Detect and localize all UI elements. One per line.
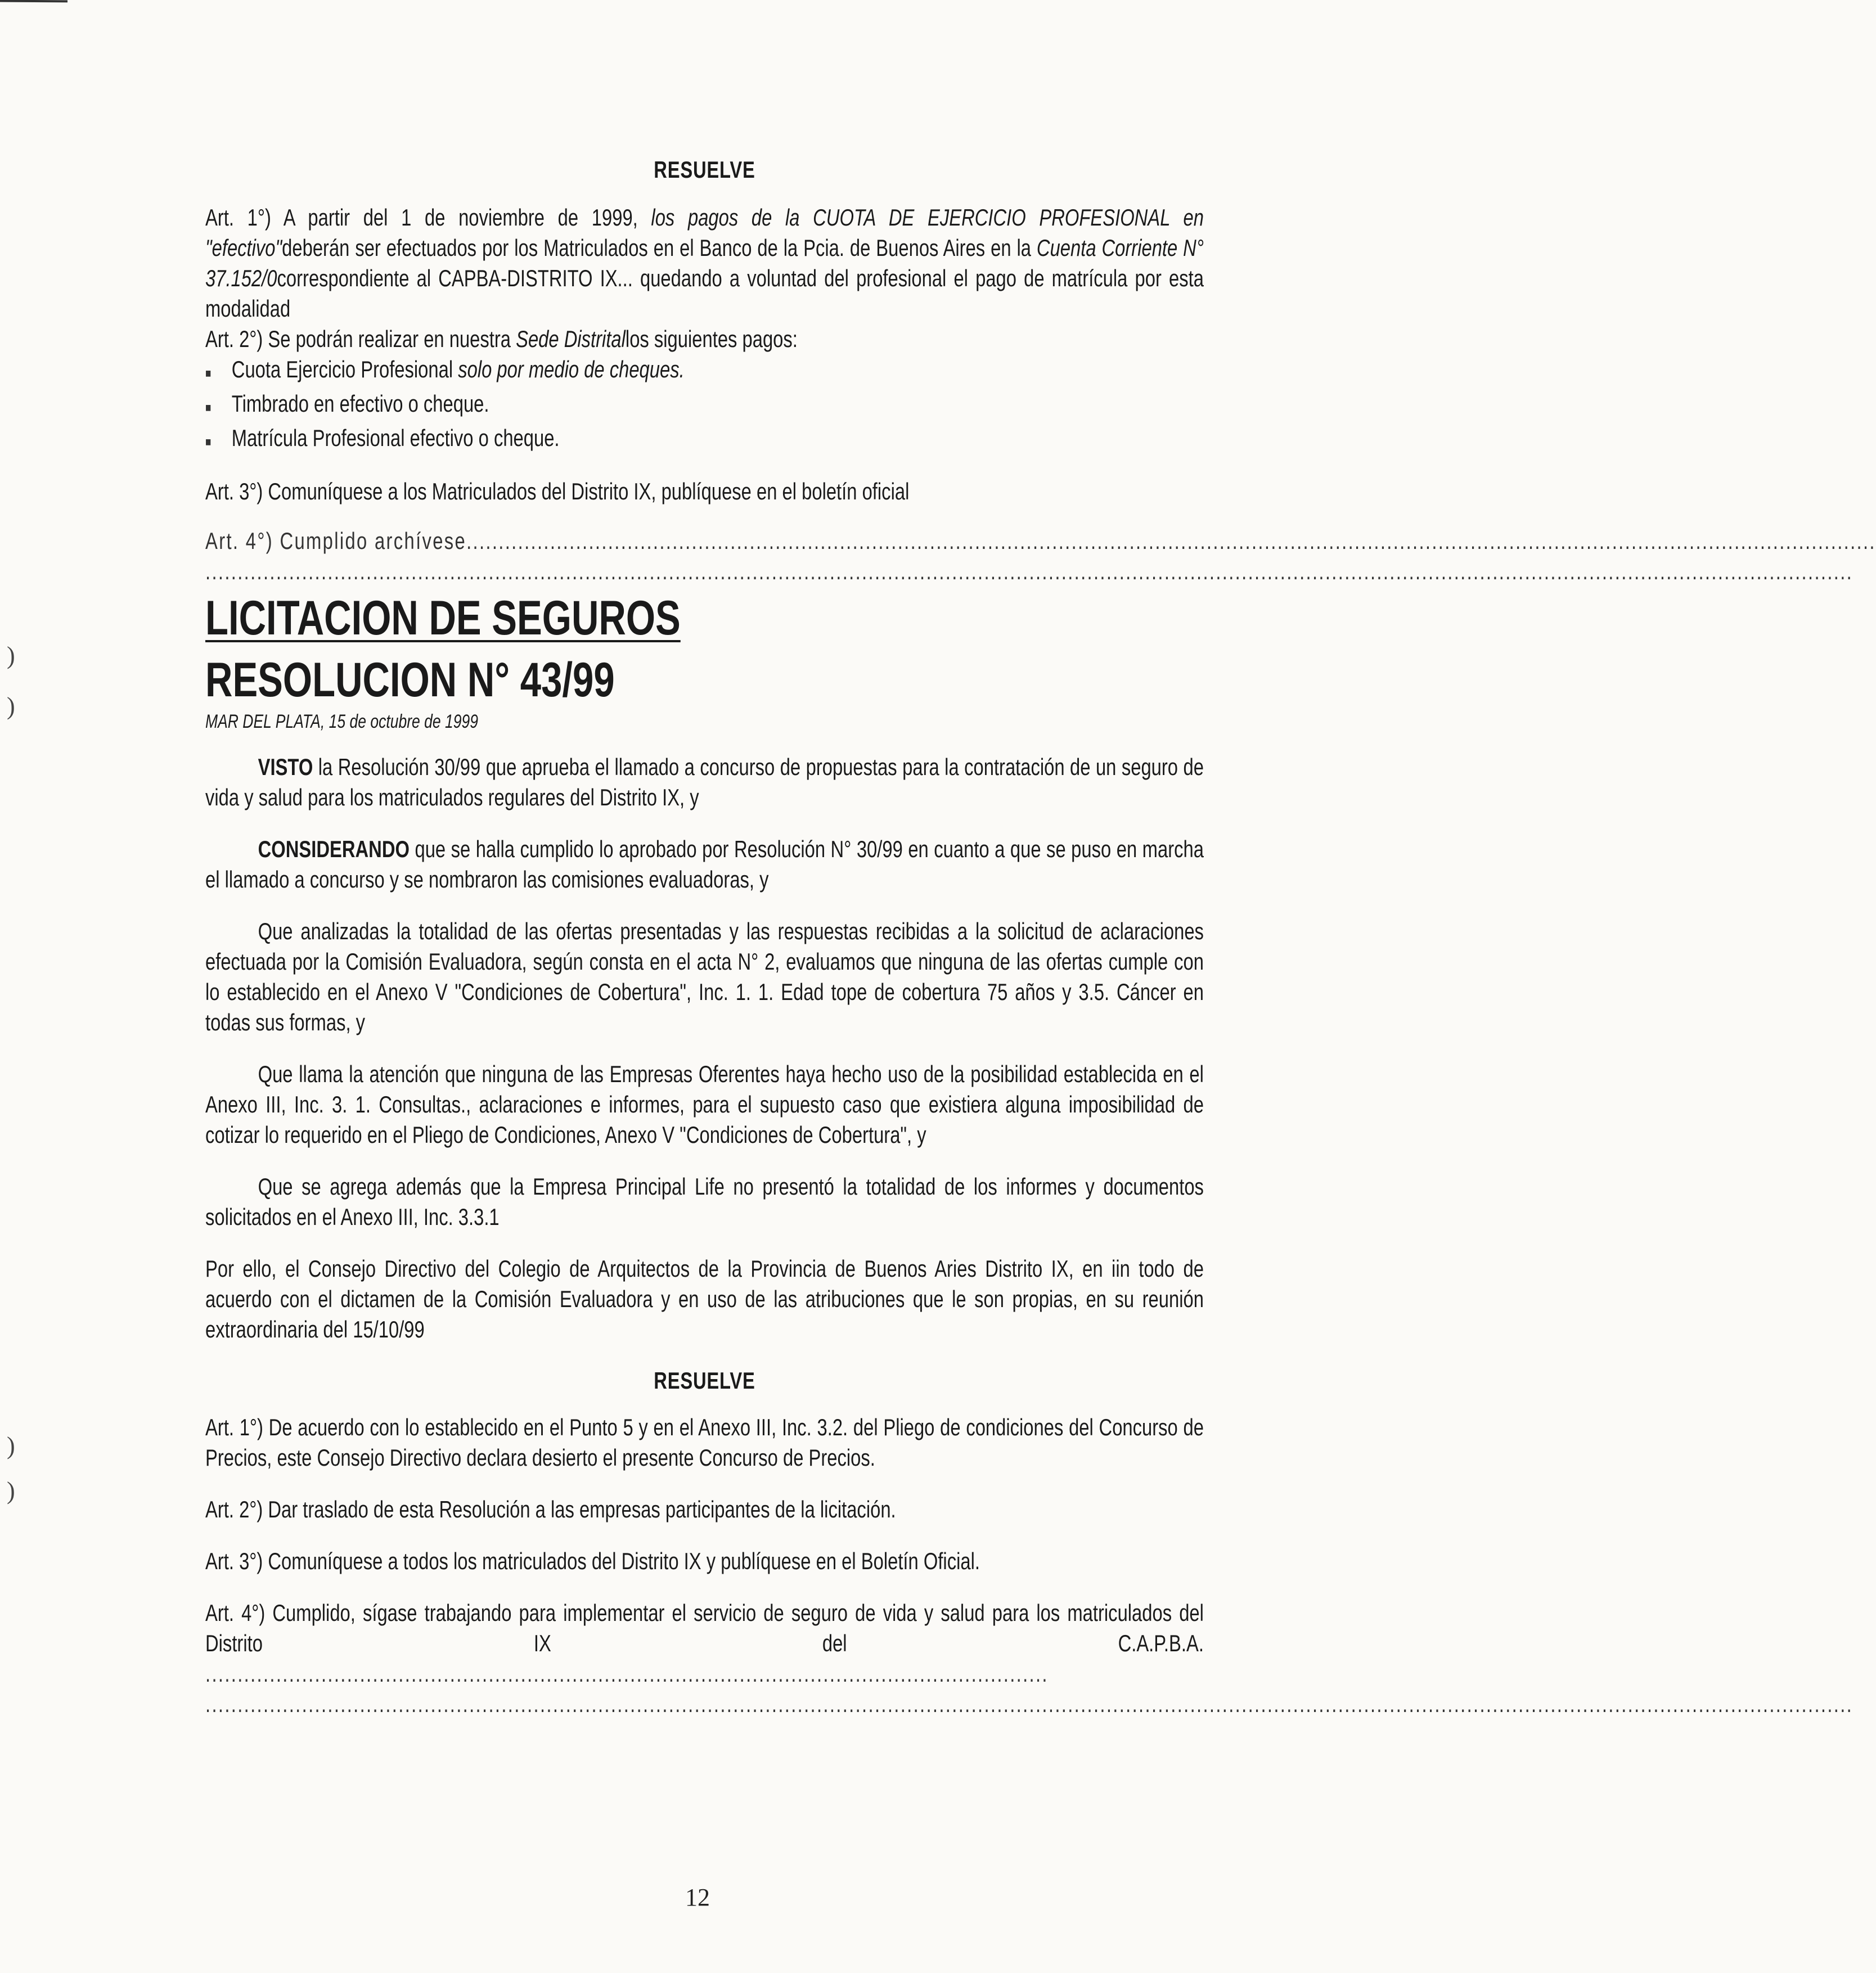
document-body [205,141,1876,1719]
payment-list-item [205,389,1204,423]
art1-emphasis: los pagos de la CUOTA DE EJERCICIO PROFESIONAL en "efectivo" [205,204,1204,261]
art1-paragraph: Art. 1°) De acuerdo con lo establecido en el Punto 5 y en el Anexo III, Inc. 3.2. del Pliego de condiciones del Concurso de Precios, este Consejo Directivo declara desierto el presente Concurso de Precios. [205,1414,1204,1471]
page-number: 12 [685,1884,710,1911]
art1-text: correspondiente al CAPBA-DISTRITO IX... quedando a voluntad del profesional el pago de matrícula por esta modalidad [205,265,1204,322]
considerando-paragraph [205,834,1204,895]
margin-mark: ) [7,1432,15,1460]
art4-text: Art. 4°) Cumplido archívese. [205,528,473,554]
account-number: Cuenta Corriente N° 37.152/0 [205,235,1204,291]
payment-item-text: Timbrado en efectivo o cheque. [231,390,489,417]
que-paragraph: Que se agrega además que la Empresa Principal Life no presentó la totalidad de los informes y documentos solicitados en el Anexo III, Inc. 3.3.1 [205,1173,1204,1230]
art3-paragraph: Art. 3°) Comuníquese a los Matriculados del Distrito IX, publíquese en el boletín oficial [205,478,910,504]
payment-list-item [205,423,1204,457]
art2-paragraph [205,324,1204,354]
visto-text: la Resolución 30/99 que aprueba el llamado a concurso de propuestas para la contratación de un seguro de vida y salud para los matriculados regulares del Distrito IX, y [205,754,1204,810]
art3-paragraph: Art. 3°) Comuníquese a todos los matriculados del Distrito IX y publíquese en el Boletín Oficial. [205,1548,980,1574]
margin-mark: ) [7,692,15,720]
art4-paragraph [205,526,1876,556]
margin-mark: ) [7,642,15,669]
que-paragraph: Que analizadas la totalidad de las ofertas presentadas y las respuestas recibidas a la solicitud de aclaraciones efectuada por la Comisión Evaluadora, según consta en el acta N° 2, evaluamos que ninguna de las ofertas cumple con lo establecido en el Anexo V "Condiciones de Cobertura", Inc. 1. 1. Edad tope de cobertura 75 años y 3.5. Cáncer en todas sus formas, y [205,918,1204,1035]
art2-text: Art. 2°) Se podrán realizar en nuestra [205,326,516,352]
section-title: LICITACION DE SEGUROS [205,591,681,645]
square-bullet-icon: ■ [205,400,212,415]
art1-paragraph [205,202,1204,324]
art1-text: deberán ser efectuados por los Matriculados en el Banco de la Pcia. de Buenos Aires en la [282,235,1037,261]
visto-label: VISTO [258,754,313,780]
scan-edge-mark [0,0,68,2]
art1-text: Art. 1°) A partir del 1 de noviembre de 1999, [205,204,651,231]
dotted-leader: .......................................................................................................................................................................................................................... [473,528,1876,554]
art4-text: Art. 4°) Cumplido, sígase trabajando para implementar el servicio de seguro de vida y salud para los matriculados del Distrito IX del C.A.P.B.A. [205,1600,1204,1656]
art2-text: los siguientes pagos: [625,326,798,352]
por-ello-paragraph: Por ello, el Consejo Directivo del Colegio de Arquitectos de la Provincia de Buenos Aries Distrito IX, en iin todo de acuerdo con el dictamen de la Comisión Evaluadora y en uso de las atribuciones que le son propias, en su reunión extraordinaria del 15/10/99 [205,1255,1204,1343]
dotted-separator: ................................................................................................................................................................................................................................................................ [205,558,1853,584]
square-bullet-icon: ■ [205,366,212,380]
square-bullet-icon: ■ [205,435,212,449]
resuelve-heading: RESUELVE [654,156,755,183]
considerando-label: CONSIDERANDO [258,836,410,862]
dotted-leader: ................................................................................................................................... [205,1660,1049,1687]
considerando-text: que se halla cumplido lo aprobado por Resolución N° 30/99 en cuanto a que se puso en marcha el llamado a concurso y se nombraron las comisiones evaluadoras, y [205,836,1204,893]
payment-item-text: Matrícula Profesional efectivo o cheque. [231,425,560,451]
visto-paragraph [205,752,1204,813]
dotted-separator: ................................................................................................................................................................................................................................................................ [205,1691,1853,1717]
payment-item-note: solo por medio de cheques. [458,356,685,382]
art2-paragraph: Art. 2°) Dar traslado de esta Resolución a las empresas participantes de la licitación. [205,1496,896,1522]
margin-mark: ) [7,1477,15,1504]
resolution-number: RESOLUCION N° 43/99 [205,653,615,707]
que-paragraph: Que llama la atención que ninguna de las Empresas Oferentes haya hecho uso de la posibilidad establecida en el Anexo III, Inc. 3. 1. Consultas., aclaraciones e informes, para el supuesto caso que existiera alguna imposibilidad de cotizar lo requerido en el Pliego de Condiciones, Anexo V "Condiciones de Cobertura", y [205,1061,1204,1148]
art2-emphasis: Sede Distrital [516,326,626,352]
payment-item-text: Cuota Ejercicio Profesional [231,356,458,382]
art4-paragraph [205,1598,1204,1689]
place-date: MAR DEL PLATA, 15 de octubre de 1999 [205,711,479,732]
payment-list-item [205,354,1204,389]
resuelve-heading: RESUELVE [654,1367,755,1394]
